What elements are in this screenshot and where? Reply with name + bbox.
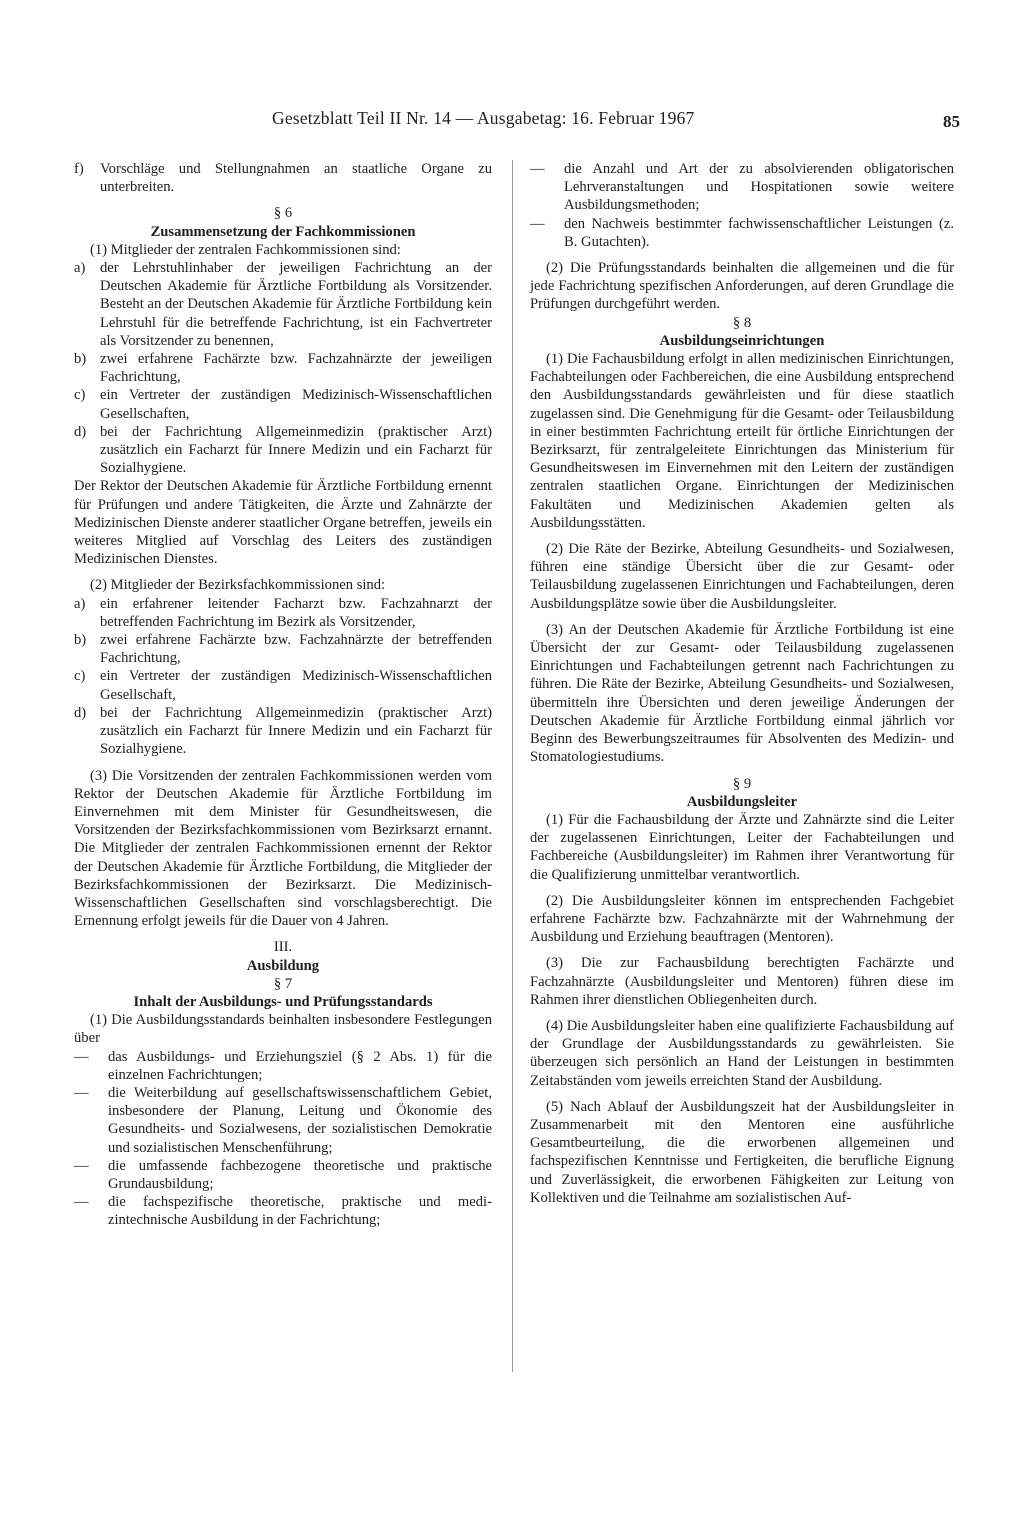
list-item [74, 631, 492, 667]
dash-symbol: — [74, 1194, 89, 1211]
dash-text: das Ausbildungs- und Erziehungsziel (§ 2 Abs. 1) für die einzelnen Fachrichtungen; [108, 1048, 492, 1083]
right-column [530, 160, 954, 1207]
list-item [74, 160, 492, 196]
list-item [74, 386, 492, 422]
paragraph: (2) Die Räte der Bezirke, Abteilung Gesundheits- und Sozialwesen, führen eine ständige Übersicht über die zur Gesamt- oder Teilausbildung zugelassenen Einrichtungen und Fachabteilungen, deren Ausbildungsplätze sowie über die Ausbildungsleiter. [530, 541, 954, 612]
item-text: zwei erfahrene Fachärzte bzw. Fachzahnärzte der jeweiligen Fachrichtung, [100, 351, 492, 386]
list-item [74, 704, 492, 759]
item-label: b) [74, 351, 87, 368]
dash-item [74, 1084, 492, 1157]
list-item [74, 595, 492, 631]
section-title: Ausbildungseinrichtungen [659, 332, 825, 349]
paragraph: (3) Die zur Fachausbildung berechtigten Fachärzte und Fachzahnärzte (Ausbildungsleiter und Mentoren) führen diese im Rahmen ihrer dienstlichen Obliegenheiten durch. [530, 955, 954, 1008]
dash-symbol: — [74, 1157, 89, 1174]
paragraph: Der Rektor der Deutschen Akademie für Ärztliche Fortbildung ernennt für Prüfungen und andere Tätigkeiten, die Ärzte und Zahnärzte der Medizinischen Dienste anderer staatlicher Organe betreffen, jeweils ein weiteres Mitglied auf Vorschlag des Leiters des zuständigen Medizinischen Dienstes. [74, 478, 492, 568]
item-label: b) [74, 632, 87, 649]
header-title: Gesetzblatt Teil II Nr. 14 — Ausgabetag: 16. Februar 1967 [272, 108, 695, 128]
item-text: bei der Fachrichtung Allgemeinmedizin (praktischer Arzt) zusätzlich ein Facharzt für Innere Medizin und ein Facharzt für Sozialhygiene. [100, 423, 492, 477]
item-text: ein erfahrener leitender Facharzt bzw. Fachzahnarzt der betreffenden Fachrichtung im Bezirk als Vorsitzender, [100, 595, 492, 630]
paragraph: (1) Die Ausbildungsstandards beinhalten insbesondere Festlegungen über [74, 1012, 492, 1047]
paragraph: (2) Die Ausbildungsleiter können im entsprechenden Fachgebiet erfahrene Fachärzte bzw. Fachzahnärzte mit der Wahrnehmung der Ausbildung und Erziehung beauftragen (Mentoren). [530, 892, 954, 946]
paragraph: (1) Mitglieder der zentralen Fachkommissionen sind: [90, 241, 401, 258]
column-divider [512, 160, 513, 1372]
item-text: zwei erfahrene Fachärzte bzw. Fachzahnärzte der betreffenden Fachrichtung, [100, 632, 492, 667]
dash-item [74, 1193, 492, 1229]
item-text: ein Vertreter der zuständigen Medizinisch-Wissenschaftlichen Gesellschaften, [100, 387, 492, 422]
dash-item [530, 215, 954, 251]
section-title: Inhalt der Ausbildungs- und Prüfungsstandards [133, 993, 433, 1010]
section-number: § 7 [273, 975, 293, 992]
list-item [74, 259, 492, 350]
part-number: III. [273, 939, 293, 956]
item-text: ein Vertreter der zuständigen Medizinisch-Wissenschaftlichen Gesellschaft, [100, 668, 492, 703]
section-title: Ausbildungsleiter [686, 793, 798, 810]
item-label: a) [74, 260, 86, 277]
list-item [74, 350, 492, 386]
item-label: f) [74, 161, 84, 177]
section-number: § 8 [732, 314, 752, 331]
item-text: der Lehrstuhlinhaber der jeweiligen Fachrichtung an der Deutschen Akademie für Ärztliche Fortbildung als Vorsitzender. Besteht an der Deutschen Akademie für Ärztliche Fortbildung kein Lehrstuhl für die betreffende Fachrichtung, ist ein Fachvertreter als Vorsitzender zu benennen, [100, 260, 492, 349]
dash-symbol: — [530, 215, 545, 232]
item-label: a) [74, 595, 86, 612]
paragraph: (3) An der Deutschen Akademie für Ärztliche Fortbildung ist eine Übersicht der zur Gesamt- oder Teilausbildung zugelassenen Einrichtungen und Fachabteilungen getrennt nach Fachrichtungen zu führen. Die Räte der Bezirke, Abteilung Gesundheits- und Sozialwesen, übermitteln ihre Übersichten und deren jeweilige Änderungen der Deutschen Akademie für Ärztliche Fortbildung einmal jährlich vor Beginn des Bewerbungszeitraumes für Absolventen des Medizin- und Stomatologiestudiums. [530, 621, 954, 766]
list-item [74, 423, 492, 478]
dash-symbol: — [74, 1048, 89, 1065]
part-title: Ausbildung [246, 957, 320, 974]
section-title: Zusammensetzung der Fachkommissionen [150, 223, 416, 240]
paragraph: (2) Mitglieder der Bezirksfachkommissionen sind: [90, 577, 386, 594]
dash-item [74, 1048, 492, 1084]
dash-item [74, 1157, 492, 1193]
paragraph: (2) Die Prüfungsstandards beinhalten die allgemeinen und die für jede Fachrichtung spezifischen Anforderungen, auf deren Grundlage die Prüfungen durchgeführt werden. [530, 260, 954, 313]
list-item [74, 667, 492, 703]
page-number: 85 [943, 112, 960, 131]
paragraph: (3) Die Vorsitzenden der zentralen Fachkommissionen werden vom Rektor der Deutschen Akademie für Ärztliche Fortbildung im Einvernehmen mit dem Minister für Gesundheitswesen, die Vorsitzenden der Bezirksfachkommissionen vom Bezirksarzt ernannt. Die Mitglieder der zentralen Fachkommissionen ernennt der Rektor der Deutschen Akademie für Ärztliche Fortbildung, die Mitglieder der Bezirksfachkommissionen der Bezirksarzt. Die Medizinisch-Wissenschaftlichen Gesellschaften sind vorschlagsberechtigt. Die Ernennung erfolgt jeweils für die Dauer von 4 Jahren. [74, 767, 492, 930]
section-number: § 6 [273, 205, 293, 222]
item-label: d) [74, 704, 87, 721]
page-header [90, 108, 960, 138]
paragraph: (1) Die Fachausbildung erfolgt in allen medizinischen Einrichtungen, Fachabteilungen oder Fachbereichen, die eine Ausbildung entsprechend den Ausbildungsstandards gewährleisten und für diese staatlich zugelassen sind. Die Genehmigung für die Gesamt- oder Teilausbildung in einer bestimmten Fachrichtung erteilt für örtliche Einrichtungen der Bezirksarzt, für zentralgeleitete Einrichtungen das Ministerium für Gesundheitswesen im Einvernehmen mit den Leitern der zuständigen zentralen staatlichen Organe. Einrichtungen der Medizinischen Fakultäten und Medizinischen Akademien gelten als Ausbildungsstätten. [530, 351, 954, 531]
paragraph: (5) Nach Ablauf der Ausbildungszeit hat der Ausbildungsleiter in Zusammenarbeit mit den Mentoren eine ausführliche Gesamtbeurteilung, die die erworbenen allgemeinen und fachspezifischen Kenntnisse und Fertigkeiten, die berufliche Eignung und Zuverlässigkeit, die erworbenen Fähigkeiten zur Leitung von Kollektiven und die Teilnahme am sozialistischen Auf- [530, 1098, 954, 1206]
item-text: Vorschläge und Stellungnahmen an staatliche Organe zu unterbreiten. [100, 161, 492, 196]
paragraph: (1) Für die Fachausbildung der Ärzte und Zahnärzte sind die Leiter der zugelassenen Einrichtungen, Leiter der Fachabteilungen und Fachbereiche (Ausbildungsleiter) im Rahmen ihrer Verantwortung für die Qualifizierung unmittelbar verantwortlich. [530, 811, 954, 883]
paragraph: (4) Die Ausbildungsleiter haben eine qualifizierte Fachausbildung auf der Grundlage der Ausbildungsstandards zu gewährleisten. Sie überzeugen sich persönlich an Hand der Leistungen in bestimmten Zeitabständen vom jeweils erreichten Stand der Ausbildung. [530, 1017, 954, 1089]
dash-symbol: — [530, 161, 545, 177]
dash-text: den Nachweis bestimmter fachwissenschaftlicher Leistungen (z. B. Gutachten). [564, 215, 954, 250]
left-column [74, 160, 492, 1230]
item-label: d) [74, 423, 87, 440]
dash-text: die Anzahl und Art der zu absolvierenden obligatorischen Lehrveranstaltungen und Hospitationen sowie weitere Ausbildungsmethoden; [564, 161, 954, 214]
section-number: § 9 [732, 775, 752, 792]
item-label: c) [74, 668, 86, 685]
item-text: bei der Fachrichtung Allgemeinmedizin (praktischer Arzt) zusätzlich ein Facharzt für Innere Medizin und ein Facharzt für Sozialhygiene. [100, 704, 492, 758]
dash-text: die Weiterbildung auf gesellschaftswissenschaftlichem Gebiet, insbesondere der Planung, Leitung und Ökonomie des Gesundheits- und Sozialwesens, der sozialistischen Demokratie und sozialistischen Menschenführung; [108, 1084, 492, 1156]
dash-text: die fachspezifische theoretische, praktische und medizintechnische Ausbildung in der Fachrichtung; [108, 1194, 492, 1229]
dash-item [530, 160, 954, 215]
dash-text: die umfassende fachbezogene theoretische und praktische Grundausbildung; [108, 1157, 492, 1192]
dash-symbol: — [74, 1084, 89, 1101]
item-label: c) [74, 387, 86, 404]
